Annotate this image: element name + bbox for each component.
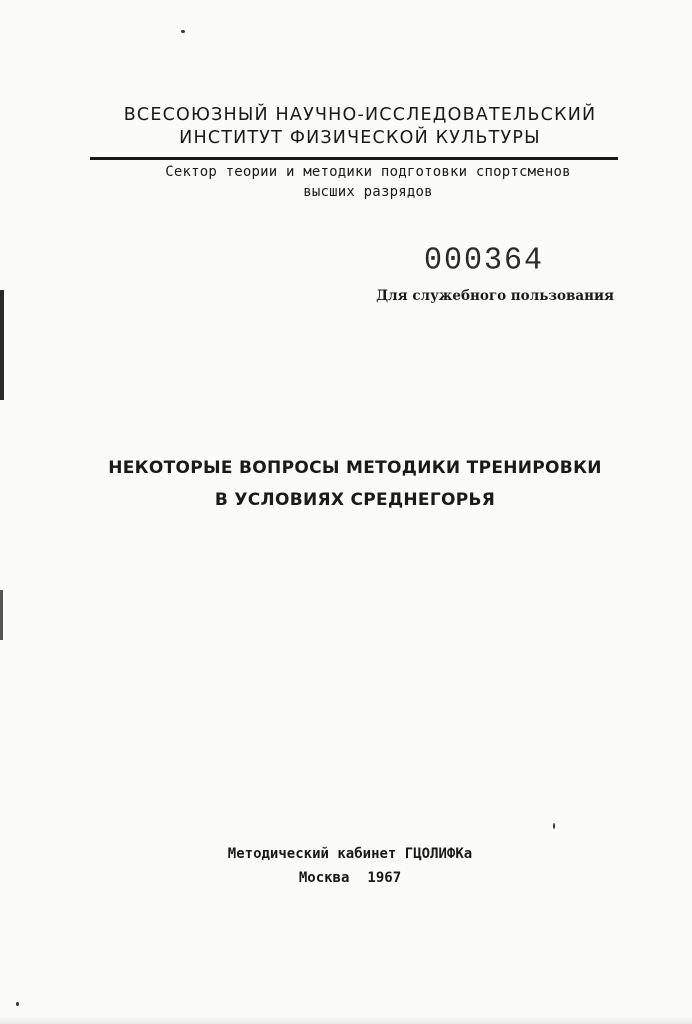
place-year [120, 866, 580, 890]
scan-speck [553, 823, 555, 829]
institute-name [60, 104, 660, 150]
sector-name-line2: высших разрядов [303, 184, 433, 200]
header-divider [90, 157, 618, 160]
publisher-block [120, 842, 580, 890]
scan-speck [16, 1002, 19, 1006]
classification-label: Для служебного пользования [376, 288, 614, 304]
scan-edge-shadow [0, 290, 4, 400]
institute-name-line1: ВСЕСОЮЗНЫЙ НАУЧНО-ИССЛЕДОВАТЕЛЬСКИЙ [123, 105, 597, 125]
document-title [60, 452, 650, 516]
sector-name-line1: Сектор теории и методики подготовки спортсменов [165, 164, 571, 180]
scan-edge-shadow [0, 590, 3, 640]
publisher-name: Методический кабинет ГЦОЛИФКа [227, 846, 473, 862]
scan-bottom-edge [0, 1016, 692, 1024]
publication-city: Москва [298, 870, 350, 886]
document-title-line1: НЕКОТОРЫЕ ВОПРОСЫ МЕТОДИКИ ТРЕНИРОВКИ [108, 458, 602, 478]
sector-name [80, 162, 656, 202]
institute-name-line2: ИНСТИТУТ ФИЗИЧЕСКОЙ КУЛЬТУРЫ [179, 128, 541, 148]
document-title-line2: В УСЛОВИЯХ СРЕДНЕГОРЬЯ [214, 490, 496, 510]
inventory-number-stamp: 000364 [424, 243, 545, 279]
scan-speck [181, 30, 185, 33]
publication-year: 1967 [367, 870, 402, 886]
